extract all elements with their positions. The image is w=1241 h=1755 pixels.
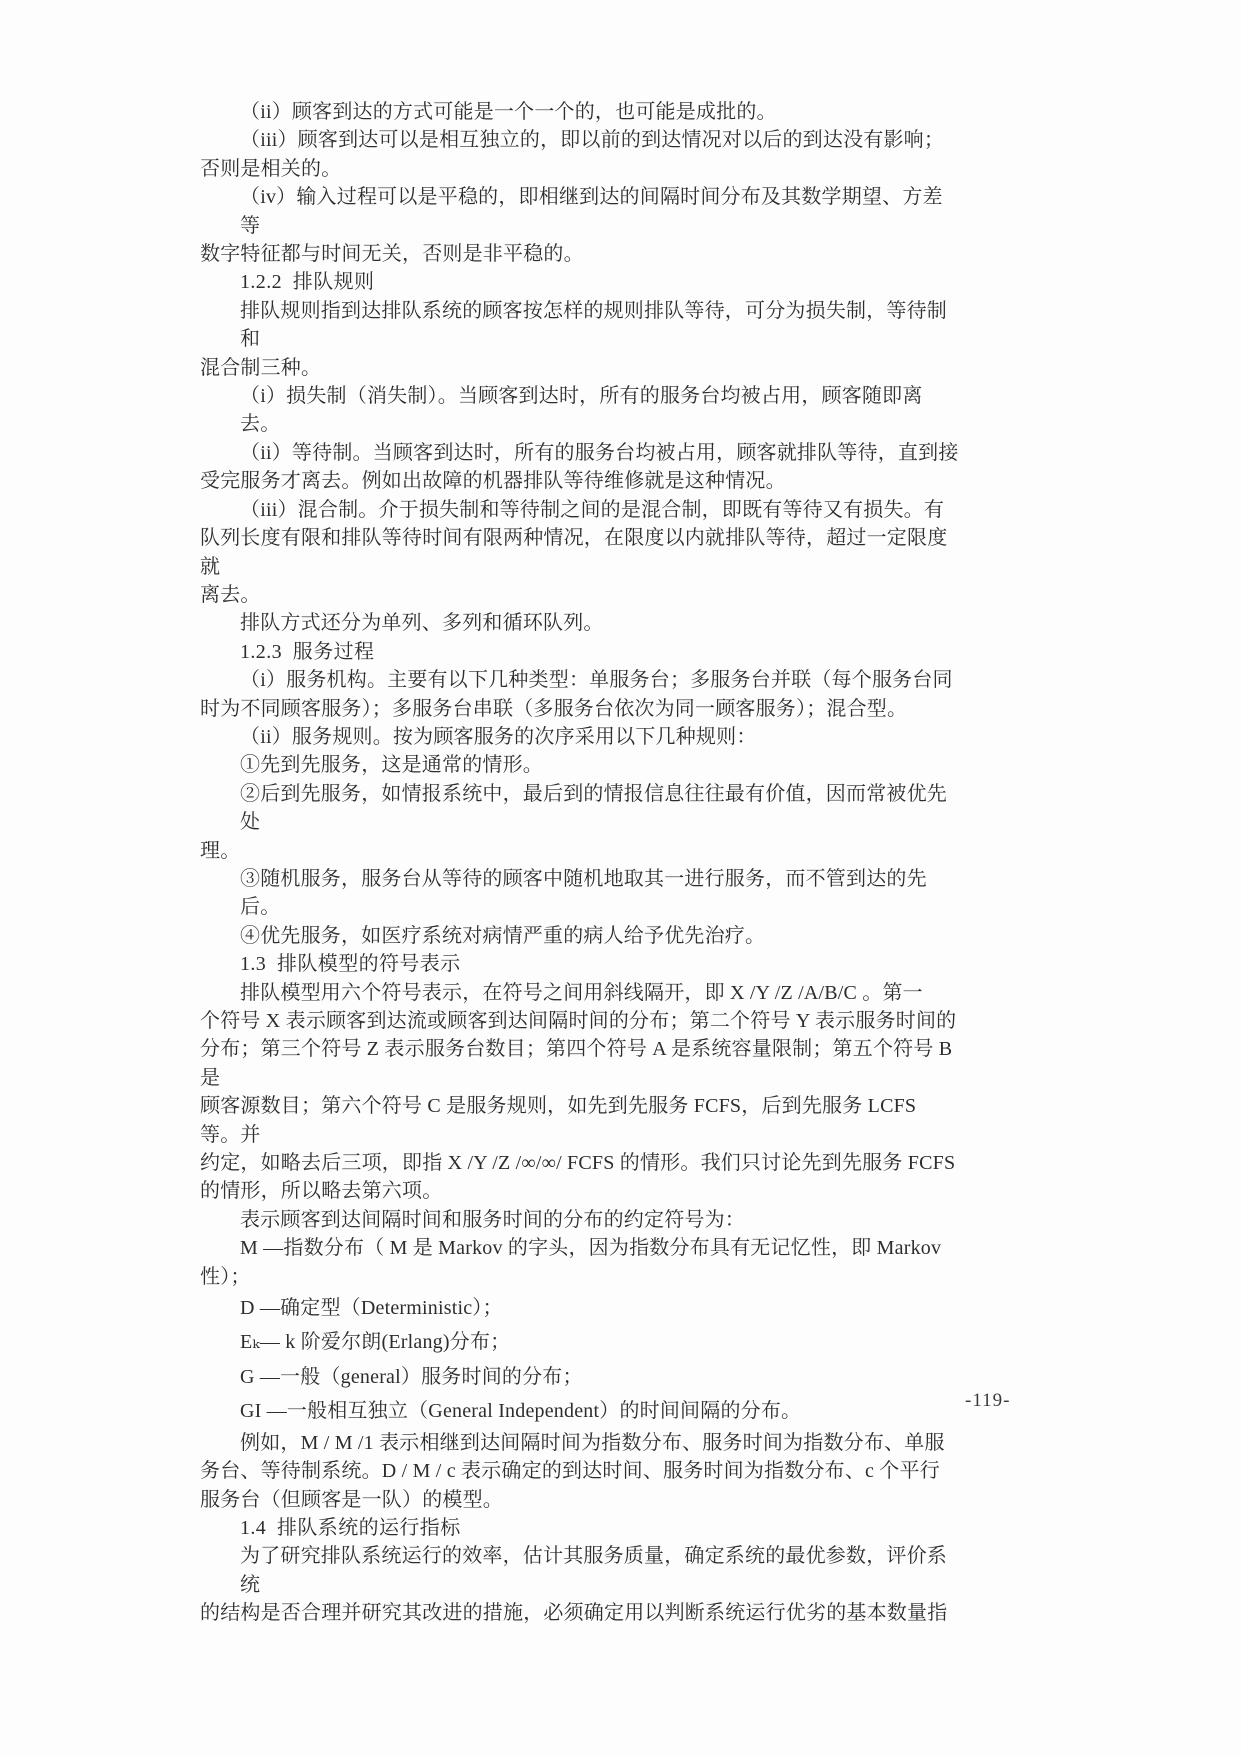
section-heading: 1.3 排队模型的符号表示: [240, 953, 461, 976]
text-line: （i）损失制（消失制）。当顾客到达时，所有的服务台均被占用，顾客随即离去。: [240, 385, 923, 436]
text-line: 队列长度有限和排队等待时间有限两种情况，在限度以内就排队等待，超过一定限度就: [200, 527, 948, 578]
text-line: 个符号 X 表示顾客到达流或顾客到达间隔时间的分布；第二个符号 Y 表示服务时间的: [200, 1010, 957, 1032]
text-line: 离去。: [200, 583, 261, 606]
text-line: 排队方式还分为单列、多列和循环队列。: [240, 612, 604, 635]
text-line: 服务台（但顾客是一队）的模型。: [200, 1488, 503, 1511]
text-line: GI —一般相互独立（General Independent）的时间间隔的分布。: [240, 1400, 802, 1423]
text-line: 表示顾客到达间隔时间和服务时间的分布的约定符号为：: [240, 1208, 745, 1231]
text-line: 分布；第三个符号 Z 表示服务台数目；第四个符号 A 是系统容量限制；第五个符号 B 是: [200, 1038, 958, 1089]
text-line: 性）；: [200, 1265, 251, 1288]
text-line: 排队模型用六个符号表示，在符号之间用斜线隔开，即 X /Y /Z /A/B/C 。第一: [240, 981, 923, 1004]
section-heading: 1.2.3 服务过程: [240, 640, 375, 663]
text-line: （ii）服务规则。按为顾客服务的次序采用以下几种规则：: [240, 725, 757, 748]
text-line: 顾客源数目；第六个符号 C 是服务规则，如先到先服务 FCFS，后到先服务 LCFS 等。并: [200, 1095, 922, 1146]
text-line: 数字特征都与时间无关，否则是非平稳的。: [200, 243, 584, 266]
text-line: 的情形，所以略去第六项。: [200, 1180, 443, 1203]
text-line: M —指数分布（ M 是 Markov 的字头，因为指数分布具有无记忆性，即 Markov: [240, 1237, 942, 1260]
section-heading: 1.4 排队系统的运行指标: [240, 1516, 461, 1539]
text-line: 混合制三种。: [200, 356, 322, 379]
section-heading: 1.2.2 排队规则: [240, 271, 375, 294]
text-block: [200, 98, 960, 1628]
text-line: 的结构是否合理并研究其改进的措施，必须确定用以判断系统运行优劣的基本数量指: [200, 1602, 948, 1625]
text-line: （i）服务机构。主要有以下几种类型：单服务台；多服务台并联（每个服务台同: [240, 669, 953, 692]
text-line: 时为不同顾客服务）；多服务台串联（多服务台依次为同一顾客服务）；混合型。: [200, 697, 908, 720]
text-line: 排队规则指到达排队系统的顾客按怎样的规则排队等待，可分为损失制，等待制和: [240, 299, 947, 351]
text-line: 务台、等待制系统。D / M / c 表示确定的到达时间、服务时间为指数分布、c 个平行: [200, 1460, 940, 1483]
text-line: ②后到先服务，如情报系统中，最后到的情报信息往往最有价值，因而常被优先处: [240, 782, 947, 834]
text-line: ④优先服务，如医疗系统对病情严重的病人给予优先治疗。: [240, 924, 766, 947]
text-line: （ii）顾客到达的方式可能是一个一个的，也可能是成批的。: [240, 101, 777, 123]
text-line: 理。: [200, 839, 241, 862]
text-line: Eₖ— k 阶爱尔朗(Erlang)分布；: [240, 1331, 511, 1354]
text-line: 受完服务才离去。例如出故障的机器排队等待维修就是这种情况。: [200, 470, 786, 493]
text-line: 为了研究排队系统运行的效率，估计其服务质量，确定系统的最优参数，评价系统: [240, 1545, 947, 1596]
text-line: （iii）顾客到达可以是相互独立的，即以前的到达情况对以后的到达没有影响；: [240, 129, 945, 152]
text-line: ③随机服务，服务台从等待的顾客中随机地取其一进行服务，而不管到达的先后。: [240, 867, 927, 919]
text-line: （iii）混合制。介于损失制和等待制之间的是混合制，即既有等待又有损失。有: [240, 498, 945, 521]
page-number: -119-: [965, 1390, 1011, 1411]
text-line: D —确定型（Deterministic）；: [240, 1297, 503, 1320]
text-line: （ii）等待制。当顾客到达时，所有的服务台均被占用，顾客就排队等待，直到接: [240, 441, 959, 464]
text-line: ①先到先服务，这是通常的情形。: [240, 754, 543, 777]
text-line: 否则是相关的。: [200, 157, 342, 180]
text-line: 约定，如略去后三项，即指 X /Y /Z /∞/∞/ FCFS 的情形。我们只讨论先到先服务 FCFS: [200, 1152, 956, 1175]
text-line: 例如，M / M /1 表示相继到达间隔时间为指数分布、服务时间为指数分布、单服: [240, 1431, 945, 1454]
text-line: G —一般（general）服务时间的分布；: [240, 1365, 583, 1388]
text-line: （iv）输入过程可以是平稳的，即相继到达的间隔时间分布及其数学期望、方差等: [240, 186, 943, 237]
